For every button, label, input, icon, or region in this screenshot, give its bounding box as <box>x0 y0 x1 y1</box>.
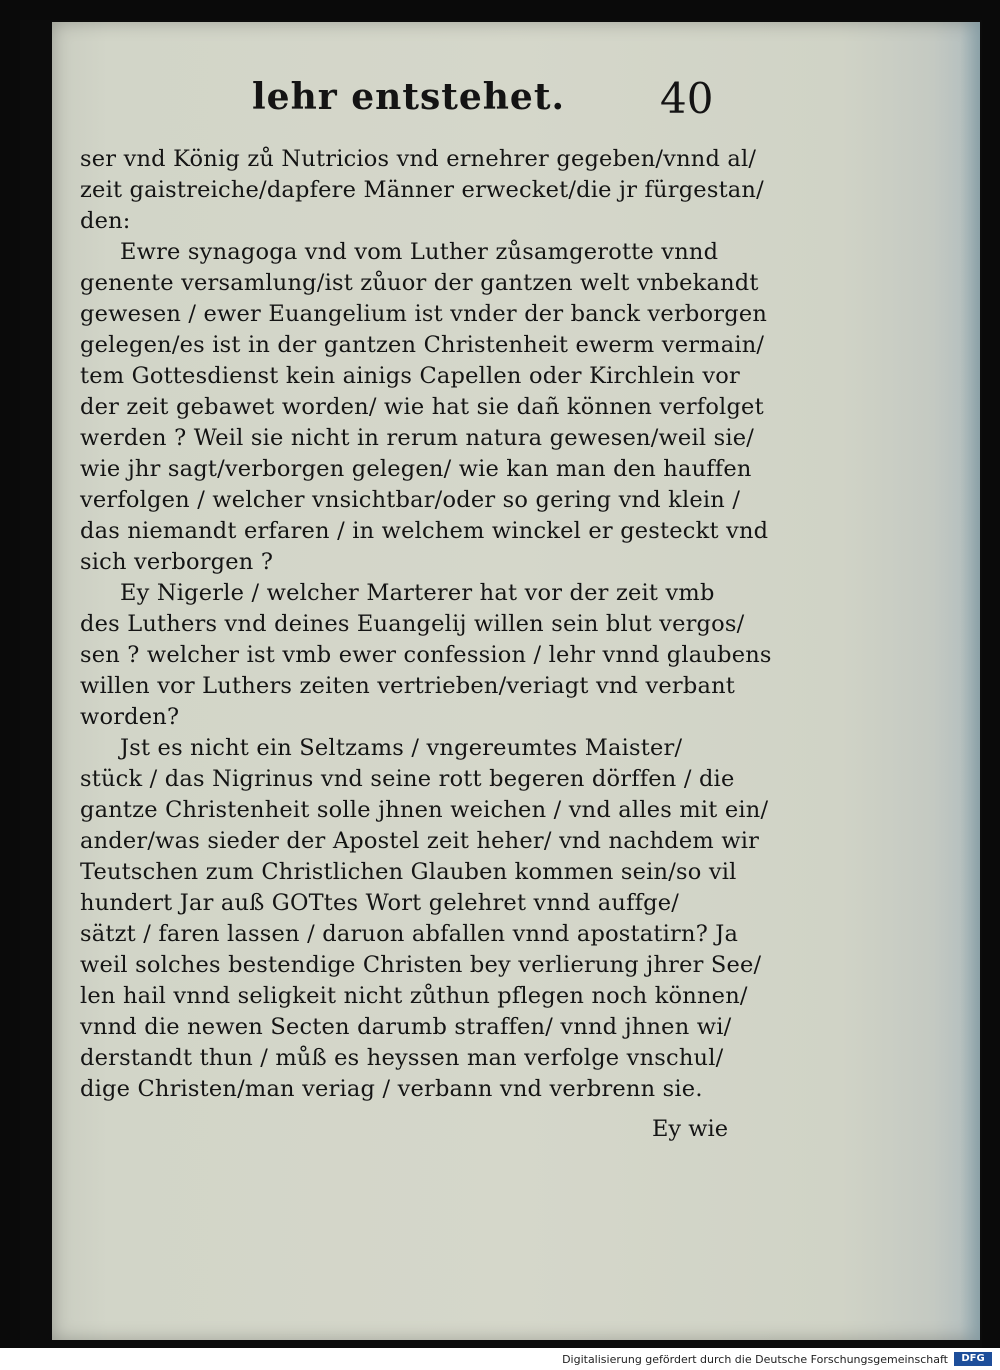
text-line: willen vor Luthers zeiten vertrieben/veriagt vnd verbant <box>80 673 736 699</box>
footer-bar <box>0 1348 1000 1370</box>
text-line: stück / das Nigrinus vnd seine rott begeren dörffen / die <box>80 766 735 792</box>
text-line: len hail vnnd seligkeit nicht zůthun pflegen noch können/ <box>80 983 748 1009</box>
running-head: lehr entstehet. <box>252 76 566 118</box>
text-line: derstandt thun / můß es heyssen man verfolge vnschul/ <box>80 1045 724 1071</box>
text-line: gelegen/es ist in der gantzen Christenheit ewerm vermain/ <box>80 332 765 358</box>
text-line: wie jhr sagt/verborgen gelegen/ wie kan man den hauffen <box>80 456 752 482</box>
text-line: sätzt / faren lassen / daruon abfallen vnnd apostatirn? Ja <box>80 921 739 947</box>
text-line: zeit gaistreiche/dapfere Männer erwecket/die jr fürgestan/ <box>80 177 764 203</box>
page-number: 40 <box>660 74 714 123</box>
text-line: Ewre synagoga vnd vom Luther zůsamgerotte vnnd <box>120 239 719 265</box>
catchword: Ey wie <box>652 1116 729 1142</box>
text-line: sen ? welcher ist vmb ewer confession / lehr vnnd glaubens <box>80 642 772 668</box>
text-line: dige Christen/man veriag / verbann vnd verbrenn sie. <box>80 1076 703 1102</box>
text-line: werden ? Weil sie nicht in rerum natura gewesen/weil sie/ <box>80 425 755 451</box>
text-line: genente versamlung/ist zůuor der gantzen welt vnbekandt <box>80 270 759 296</box>
text-line: der zeit gebawet worden/ wie hat sie dañ können verfolget <box>80 394 764 420</box>
text-line: gantze Christenheit solle jhnen weichen / vnd alles mit ein/ <box>80 797 769 823</box>
text-line: sich verborgen ? <box>80 549 274 575</box>
text-line: Ey Nigerle / welcher Marterer hat vor der zeit vmb <box>120 580 715 606</box>
dfg-logo: DFG <box>954 1352 992 1366</box>
text-line: des Luthers vnd deines Euangelij willen sein blut vergos/ <box>80 611 745 637</box>
text-line: Jst es nicht ein Seltzams / vngereumtes Maister/ <box>120 735 683 761</box>
text-line: ser vnd König zů Nutricios vnd ernehrer gegeben/vnnd al/ <box>80 146 757 172</box>
text-line: verfolgen / welcher vnsichtbar/oder so gering vnd klein / <box>80 487 741 513</box>
text-line: weil solches bestendige Christen bey verlierung jhrer See/ <box>80 952 762 978</box>
body-text <box>80 144 780 1105</box>
text-line: worden? <box>80 704 180 730</box>
text-line: hundert Jar auß GOTtes Wort gelehret vnnd auffge/ <box>80 890 680 916</box>
text-line: vnnd die newen Secten darumb straffen/ vnnd jhnen wi/ <box>80 1014 732 1040</box>
text-line: tem Gottesdienst kein ainigs Capellen oder Kirchlein vor <box>80 363 740 389</box>
text-line: gewesen / ewer Euangelium ist vnder der banck verborgen <box>80 301 768 327</box>
book-page <box>52 22 980 1340</box>
text-line: ander/was sieder der Apostel zeit heher/ vnd nachdem wir <box>80 828 760 854</box>
page-edge <box>960 22 980 1340</box>
funding-credit: Digitalisierung gefördert durch die Deutsche Forschungsgemeinschaft <box>562 1353 948 1366</box>
text-line: Teutschen zum Christlichen Glauben kommen sein/so vil <box>80 859 737 885</box>
text-line: den: <box>80 208 131 234</box>
text-line: das niemandt erfaren / in welchem winckel er gesteckt vnd <box>80 518 769 544</box>
